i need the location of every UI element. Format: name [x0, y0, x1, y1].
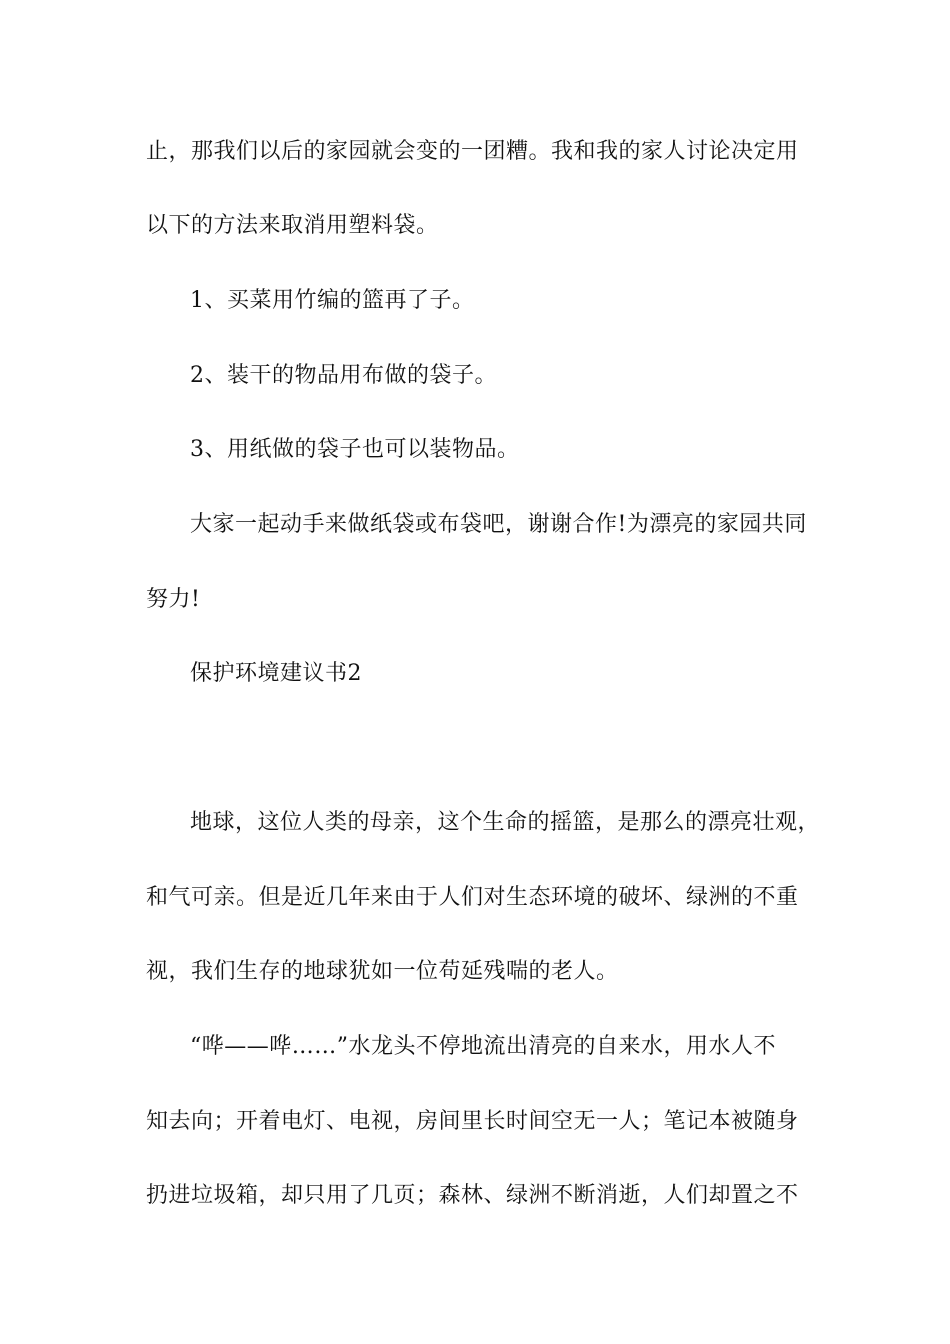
text-line: 扔进垃圾箱，却只用了几页；森林、绿洲不断消逝，人们却置之不	[146, 1183, 799, 1208]
list-item: 1、买菜用竹编的篮再了子。	[190, 288, 475, 313]
text-line: 努力!	[146, 587, 201, 612]
text-line: “哗——哗……”水龙头不停地流出清亮的自来水，用水人不	[190, 1034, 776, 1059]
section-title: 保护环境建议书2	[190, 661, 362, 686]
text-line: 地球，这位人类的母亲，这个生命的摇篮，是那么的漂亮壮观，	[190, 810, 821, 835]
list-item: 2、装干的物品用布做的袋子。	[190, 363, 497, 388]
text-line: 知去向；开着电灯、电视，房间里长时间空无一人；笔记本被随身	[146, 1109, 799, 1134]
list-item: 3、用纸做的袋子也可以装物品。	[190, 437, 520, 462]
text-line: 止，那我们以后的家园就会变的一团糟。我和我的家人讨论决定用	[146, 139, 799, 164]
text-line: 视，我们生存的地球犹如一位苟延残喘的老人。	[146, 959, 619, 984]
text-line: 以下的方法来取消用塑料袋。	[146, 213, 439, 238]
text-line: 大家一起动手来做纸袋或布袋吧，谢谢合作!为漂亮的家园共同	[190, 512, 807, 537]
text-line: 和气可亲。但是近几年来由于人们对生态环境的破坏、绿洲的不重	[146, 885, 799, 910]
